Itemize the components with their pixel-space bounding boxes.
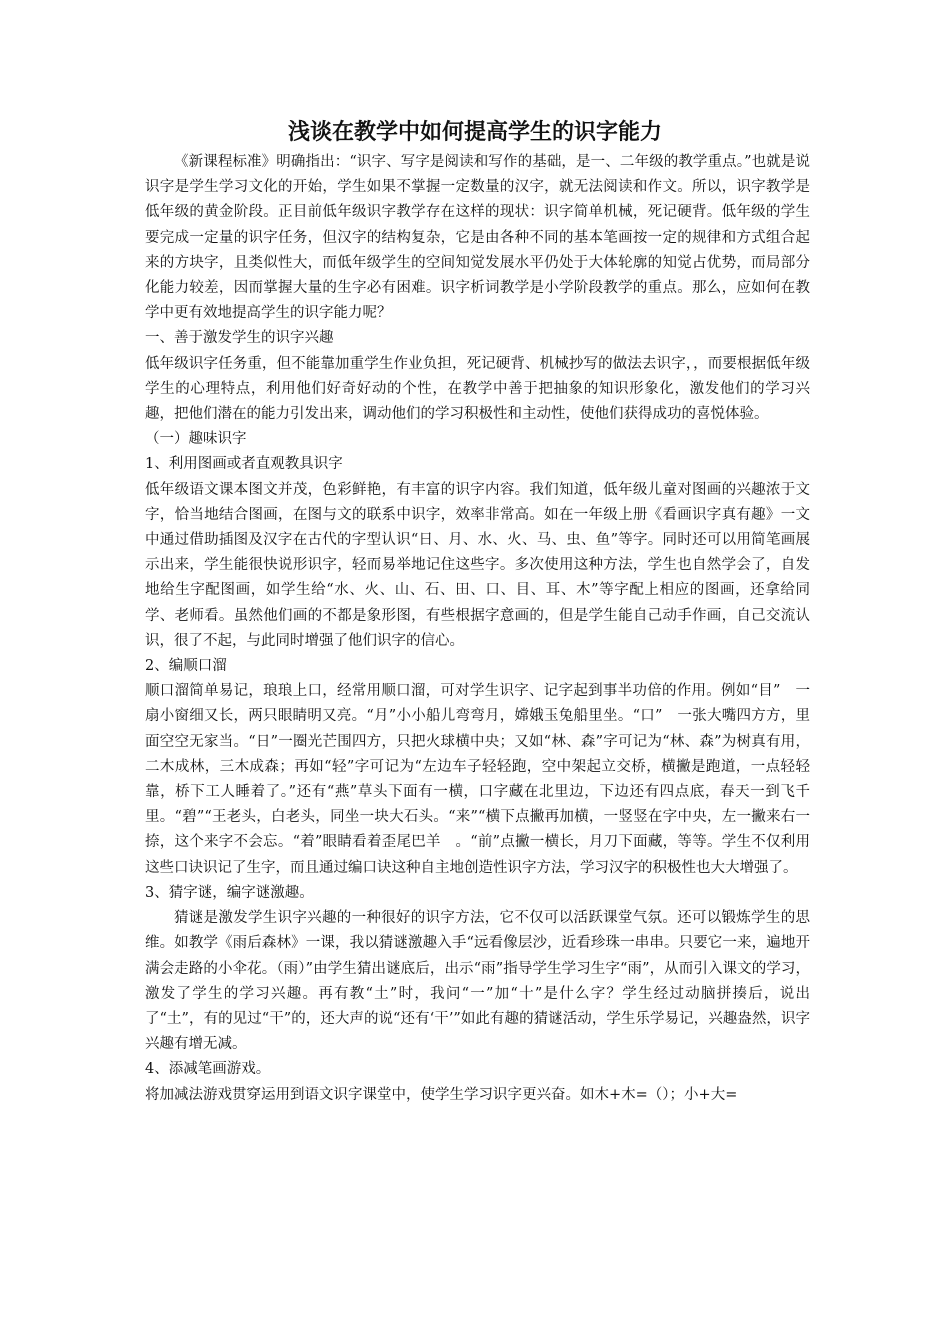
item-paragraph: 猜谜是激发学生识字兴趣的一种很好的识字方法，它不仅可以活跃课堂气氛。还可以锻炼学生的思维。如教学《雨后森林》一课，我以猜谜激趣入手“远看像层沙，近看珍珠一串串。只要它一来，遍地开满会走路的小伞花。（雨）”由学生猜出谜底后，出示“雨”指导学生学习生字“雨”，从而引入课文的学习，激发了学生的学习兴趣。再有教“土”时，我问“一”加“十”是什么字？学生经过动脑拼揍后，说出了“土”，有的见过“干”的，还大声的说“还有‘干’”如此有趣的猜谜活动，学生乐学易记，兴趣盎然，识字兴趣有增无减。 [145, 910, 810, 1053]
document-body [145, 150, 810, 1108]
item-paragraph: 将加减法游戏贯穿运用到语文识字课堂中，使学生学习识字更兴奋。如木+木=（）；小+大= [145, 1086, 738, 1103]
intro-paragraph: 《新课程标准》明确指出：“识字、写字是阅读和写作的基础，是一、二年级的教学重点。”也就是说识字是学生学习文化的开始，学生如果不掌握一定数量的汉字，就无法阅读和作文。所以，识字教学是低年级的黄金阶段。正目前低年级识字教学存在这样的现状：识字简单机械，死记硬背。低年级的学生要完成一定量的识字任务，但汉字的结构复杂，它是由各种不同的基本笔画按一定的规律和方式组合起来的方块字，且类似性大，而低年级学生的空间知觉发展水平仍处于大体轮廓的知觉占优势，而局部分化能力较差，因而掌握大量的生字必有困难。识字析词教学是小学阶段教学的重点。那么，应如何在教学中更有效地提高学生的识字能力呢？ [145, 154, 810, 322]
subsection-heading: （一）趣味识字 [145, 431, 247, 448]
item-heading: 1、利用图画或者直观教具识字 [145, 456, 343, 473]
item-paragraph: 顺口溜简单易记，琅琅上口，经常用顺口溜，可对学生识字、记字起到事半功倍的作用。例如“目” 一扇小窗细又长，两只眼睛明又亮。“月”小小船儿弯弯月，嫦娥玉兔船里坐。“口” 一张大嘴四方方，里面空空无家当。“日”一圈光芒围四方，只把火球横中央；又如“林、森”字可记为“林、森”为树真有用，二木成林，三木成森；再如“轻”字可记为“左边车子轻轻跑，空中架起立交桥，横撇是跑道，一点轻轻靠，桥下工人睡着了。”还有“燕”草头下面有一横，口字藏在北里边，下边还有四点底，春天一到飞千里。“碧”“王老头，白老头，同坐一块大石头。“来”“横下点撇再加横，一竖竖在字中央，左一撇来右一捺，这个来字不会忘。“着”眼睛看着歪尾巴羊 。“前”点撇一横长，月刀下面藏，等等。学生不仅利用这些口诀识记了生字，而且通过编口诀这种自主地创造性识字方法，学习汉字的积极性也大大增强了。 [145, 683, 810, 876]
section-paragraph: 低年级识字任务重，但不能靠加重学生作业负担，死记硬背、机械抄写的做法去识字，，而要根据低年级学生的心理特点，利用他们好奇好动的个性，在教学中善于把抽象的知识形象化，激发他们的学习兴趣，把他们潜在的能力引发出来，调动他们的学习积极性和主动性，使他们获得成功的喜悦体验。 [145, 355, 810, 423]
item-heading: 3、猜字谜，编字谜激趣。 [145, 884, 314, 901]
document-title: 浅谈在教学中如何提高学生的识字能力 [287, 120, 662, 145]
item-heading: 4、添减笔画游戏。 [145, 1061, 271, 1078]
section-heading: 一、善于激发学生的识字兴趣 [145, 330, 334, 347]
item-paragraph: 低年级语文课本图文并茂，色彩鲜艳，有丰富的识字内容。我们知道，低年级儿童对图画的兴趣浓于文字，恰当地结合图画，在图与文的联系中识字，效率非常高。如在一年级上册《看画识字真有趣》一文中通过借助插图及汉字在古代的字型认识“日、月、水、火、马、虫、鱼”等字。同时还可以用简笔画展示出来，学生能很快说形识字，轻而易举地记住这些字。多次使用这种方法，学生也自然学会了，自发地给生字配图画，如学生给“水、火、山、石、田、口、目、耳、木”等字配上相应的图画，还拿给同学、老师看。虽然他们画的不都是象形图，有些根据字意画的，但是学生能自己动手作画，自己交流认识，很了不起，与此同时增强了他们识字的信心。 [145, 481, 810, 649]
item-heading: 2、编顺口溜 [145, 658, 227, 675]
